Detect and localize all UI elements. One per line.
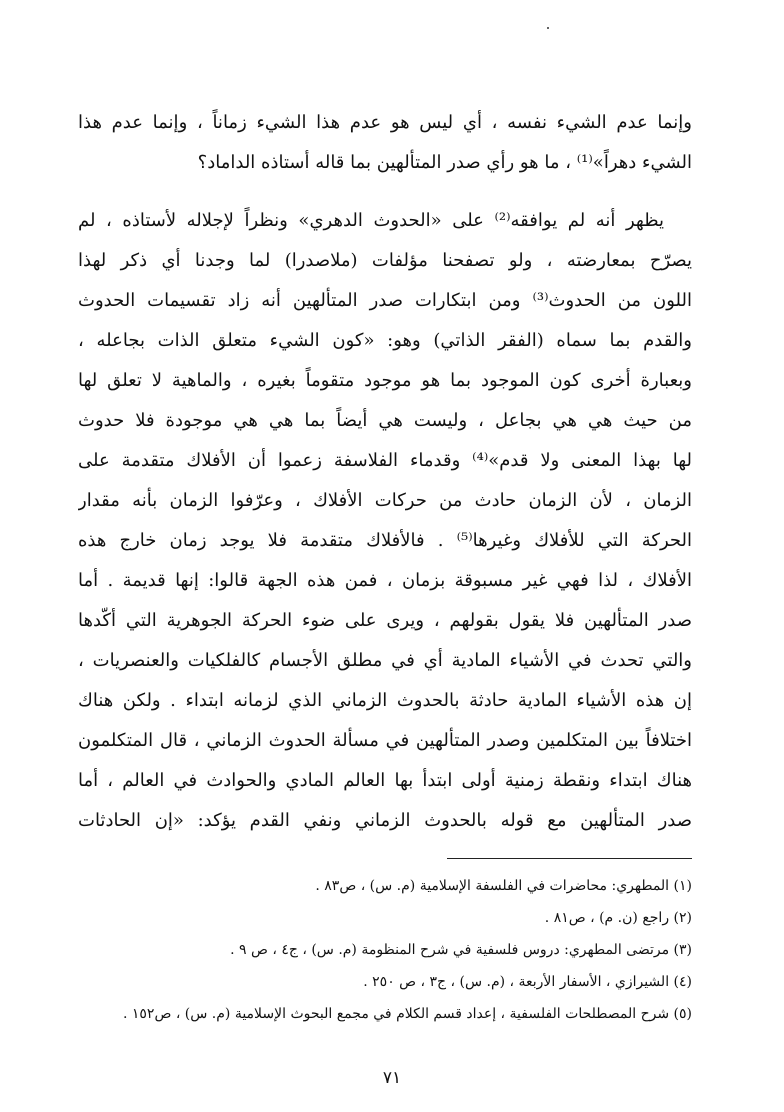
text-line: يظهر أنه لم يوافقه⁽²⁾ على «الحدوث الدهري» ونظراً لإجلاله لأستاذه ، لم xyxy=(78,210,664,231)
text-line: إن هذه الأشياء المادية حادثة بالحدوث الزماني الذي لزمانه ابتداء . ولكن هناك xyxy=(78,690,692,711)
text-line: اختلافاً بين المتكلمين وصدر المتألهين في مسألة الحدوث الزماني ، قال المتكلمون xyxy=(78,730,692,751)
text-line: صدر المتألهين فلا يقول بقولهم ، ويرى على ضوء الحركة الجوهرية التي أكّدها xyxy=(78,610,692,631)
text-line: الحركة التي للأفلاك وغيرها⁽⁵⁾ . فالأفلاك متقدمة فلا يوجد زمان خارج هذه xyxy=(78,530,692,551)
footnotes xyxy=(78,870,692,1030)
body-text xyxy=(78,103,692,841)
text-line: اللون من الحدوث⁽³⁾ ومن ابتكارات صدر المتألهين أنه زاد تقسيمات الحدوث xyxy=(78,290,692,311)
text-line: صدر المتألهين مع قوله بالحدوث الزماني ونفي القدم يؤكد: «إن الحادثات xyxy=(78,810,692,831)
text-line: وإنما عدم الشيء نفسه ، أي ليس هو عدم هذا الشيء زماناً ، وإنما عدم هذا xyxy=(78,112,692,133)
page-number: ٧١ xyxy=(382,1068,402,1088)
text-line: والتي تحدث في الأشياء المادية أي في مطلق الأجسام كالفلكيات والعنصريات ، xyxy=(78,650,692,671)
text-line: هناك ابتداء ونقطة زمنية أولى ابتدأ بها العالم المادي والحوادث في العالم ، أما xyxy=(78,770,692,791)
text-line: الأفلاك ، لذا فهي غير مسبوقة بزمان ، فمن هذه الجهة قالوا: إنها قديمة . أما xyxy=(78,570,692,591)
text-line: والقدم بما سماه (الفقر الذاتي) وهو: «كون الشيء متعلق الذات بجاعله ، xyxy=(78,330,692,351)
text-line: يصرّح بمعارضته ، ولو تصفحنا مؤلفات (ملاصدرا) لما وجدنا أي ذكر لهذا xyxy=(78,250,692,271)
paragraph-gap xyxy=(78,183,692,201)
paragraph-2 xyxy=(78,201,692,841)
footnote-divider xyxy=(447,858,692,859)
footnote-4: (٤) الشيرازي ، الأسفار الأربعة ، (م. س) ، ج٣ ، ص ٢٥٠ . xyxy=(363,974,692,990)
footnote-3: (٣) مرتضى المطهري: دروس فلسفية في شرح المنظومة (م. س) ، ج٤ ، ص ٩ . xyxy=(230,942,692,958)
footnote-5: (٥) شرح المصطلحات الفلسفية ، إعداد قسم الكلام في مجمع البحوث الإسلامية (م. س) ، ص١٥٢ . xyxy=(122,1006,692,1022)
text-line: من حيث هي هي بجاعل ، وليست هي أيضاً بما هي هي موجودة فلا حدوث xyxy=(78,410,692,431)
text-line: لها بهذا المعنى ولا قدم»⁽⁴⁾ وقدماء الفلاسفة زعموا أن الأفلاك متقدمة على xyxy=(78,450,692,471)
footnote-2: (٢) راجع (ن. م) ، ص٨١ . xyxy=(544,910,692,926)
text-line: الزمان ، لأن الزمان حادث من حركات الأفلاك ، وعرّفوا الزمان بأنه مقدار xyxy=(78,490,692,511)
scan-speck xyxy=(547,27,549,29)
footnote-1: (١) المطهري: محاضرات في الفلسفة الإسلامية (م. س) ، ص٨٣ . xyxy=(315,878,692,894)
paragraph-1 xyxy=(78,103,692,183)
text-line: الشيء دهراً»⁽¹⁾ ، ما هو رأي صدر المتألهين بما قاله أستاذه الداماد؟ xyxy=(197,152,692,173)
text-line: وبعبارة أخرى كون الموجود بما هو موجود متقوماً بغيره ، والماهية لا تعلق لها xyxy=(78,370,692,391)
